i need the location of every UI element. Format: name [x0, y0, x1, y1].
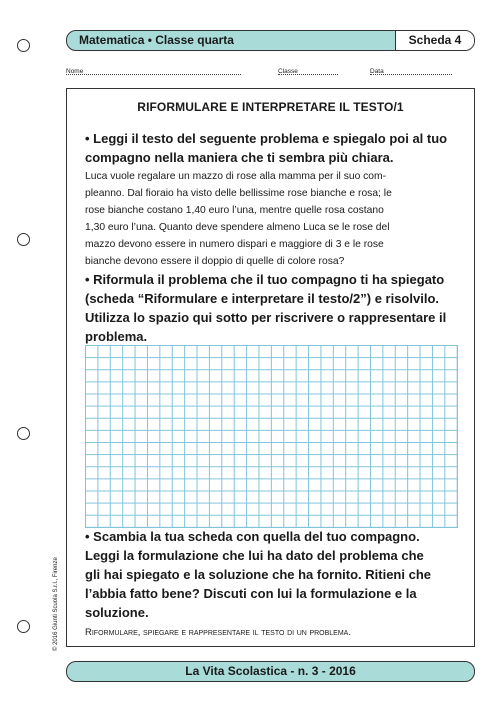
name-field[interactable]	[66, 68, 241, 75]
instruction-reformulate: • Riformula il problema che il tuo compagno ti ha spiegato (scheda “Riformulare e interpretare il testo/2”) e risolvilo. Utilizza lo spazio qui sotto per riscrivere o rappresentare il problema.	[85, 272, 447, 344]
learning-objective: Riformulare, spiegare e rappresentare il testo di un problema.	[85, 627, 351, 638]
worksheet-title: RIFORMULARE E INTERPRETARE IL TESTO/1	[137, 100, 404, 114]
header-bar	[66, 30, 475, 51]
name-label: Nome	[66, 68, 84, 75]
binder-hole-lower-middle	[17, 427, 30, 440]
squared-writing-grid[interactable]	[85, 345, 458, 528]
problem-text: Luca vuole regalare un mazzo di rose alla mamma per il suo com- pleanno. Dal fioraio ha visto delle bellissime rose bianche e rosa; le rose bianche costano 1,40 euro l’una, mentre quelle rosa costano 1,30 euro l’una. Quanto deve spendere almeno Luca se le rose del mazzo devono essere in numero dispari e maggiore di 3 e le rose bianche devono essere il doppio di quelle di colore rosa?	[85, 171, 392, 267]
sheet-number: Scheda 4	[395, 31, 474, 50]
worksheet-body	[66, 88, 475, 647]
binder-hole-upper-middle	[17, 233, 30, 246]
binder-hole-top	[17, 39, 30, 52]
date-label: Data	[370, 68, 384, 75]
instruction-exchange: • Scambia la tua scheda con quella del tuo compagno. Leggi la formulazione che lui ha dato del problema che gli hai spiegato e la soluzione che ha fornito. Ritieni che l’abbia fatto bene? Discuti con lui la formulazione e la soluzione.	[85, 529, 431, 620]
date-field[interactable]	[370, 68, 452, 75]
binder-hole-bottom	[17, 620, 30, 633]
class-field[interactable]	[278, 68, 338, 75]
footer-bar: La Vita Scolastica - n. 3 - 2016	[66, 661, 475, 682]
copyright-notice: © 2016 Giunti Scuola S.r.l., Firenze	[53, 557, 59, 651]
subject-label: Matematica • Classe quarta	[79, 33, 234, 47]
instruction-read: • Leggi il testo del seguente problema e spiegalo poi al tuo compagno nella maniera che ti sembra più chiara.	[85, 131, 448, 165]
class-label: Classe	[278, 68, 298, 75]
